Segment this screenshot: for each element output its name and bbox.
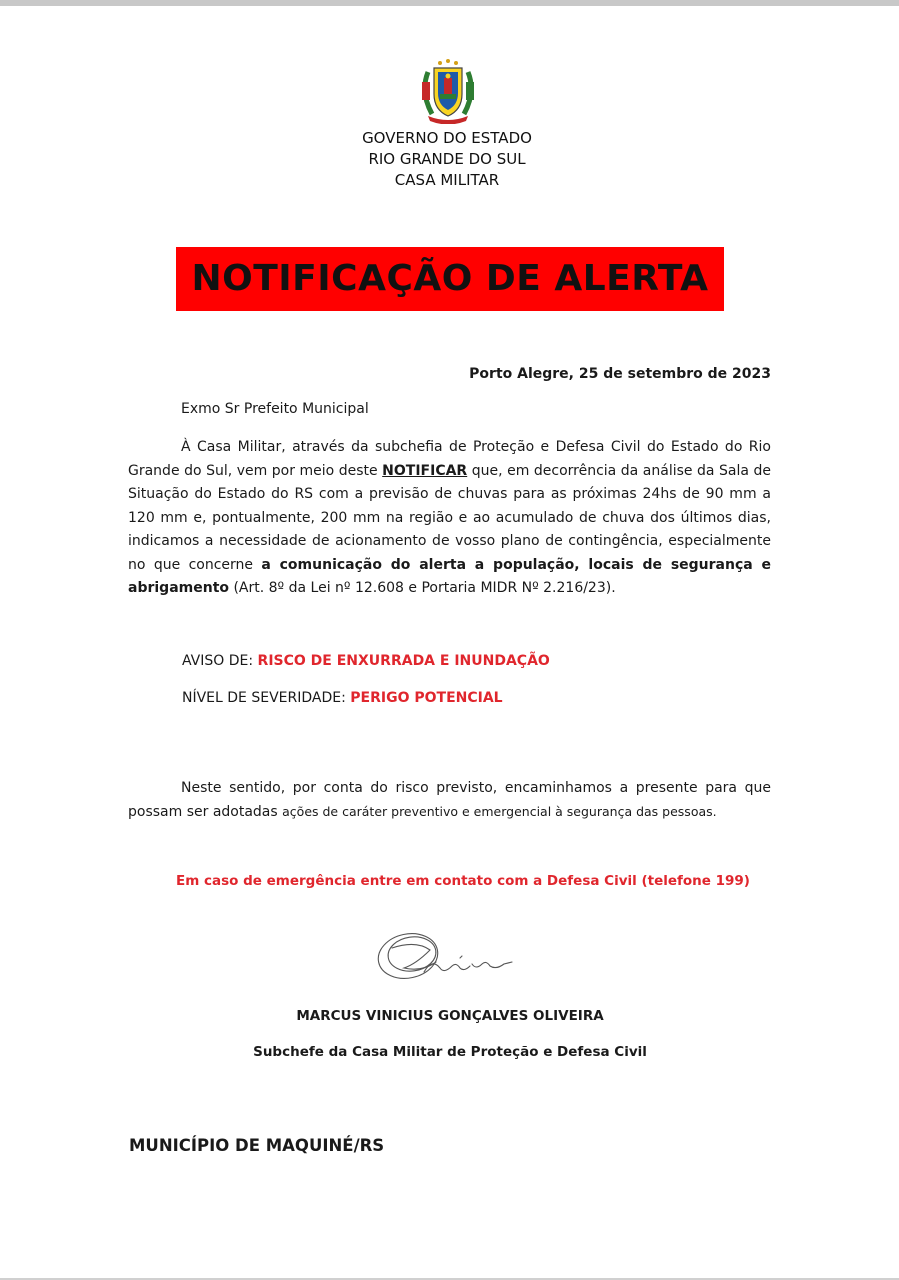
body-bold-text: a comunicação do alerta a população, locais de segurança e abrigamento — [128, 556, 771, 596]
document-date: Porto Alegre, 25 de setembro de 2023 — [469, 366, 771, 382]
body-text-1: À Casa Militar, através da subchefia de Proteção e Defesa Civil do Estado do Rio Grande do Sul, vem por meio deste — [128, 439, 771, 479]
warning-type-label: AVISO DE: — [182, 653, 258, 669]
notificar-emphasis: NOTIFICAR — [382, 462, 468, 479]
severity-value: PERIGO POTENCIAL — [350, 690, 503, 706]
signature-image — [364, 912, 544, 992]
severity-level — [182, 690, 503, 706]
notification-body — [128, 436, 771, 601]
alert-title-banner — [176, 247, 724, 311]
emergency-contact-note: Em caso de emergência entre em contato com a Defesa Civil (telefone 199) — [176, 873, 750, 889]
warning-type-value: RISCO DE ENXURRADA E INUNDAÇÃO — [257, 653, 550, 669]
closing-paragraph — [128, 776, 771, 824]
recipient-municipality: MUNICÍPIO DE MAQUINÉ/RS — [129, 1136, 385, 1155]
header-line-3: CASA MILITAR — [394, 171, 500, 189]
closing-text-2: ações de caráter preventivo e emergencial à segurança das pessoas. — [282, 804, 717, 819]
header-line-1: GOVERNO DO ESTADO — [362, 129, 532, 147]
warning-type — [182, 653, 550, 669]
top-border — [0, 0, 899, 6]
signer-role: Subchefe da Casa Militar de Proteção e Defesa Civil — [253, 1044, 647, 1060]
coat-of-arms-icon — [418, 58, 478, 124]
salutation: Exmo Sr Prefeito Municipal — [181, 401, 369, 417]
severity-label: NÍVEL DE SEVERIDADE: — [182, 690, 351, 706]
header-line-2: RIO GRANDE DO SUL — [368, 150, 526, 168]
government-header — [250, 128, 644, 191]
body-text-3: (Art. 8º da Lei nº 12.608 e Portaria MIDR Nº 2.216/23). — [229, 580, 616, 596]
closing-text-1: Neste sentido, por conta do risco previsto, encaminhamos a presente para que possam ser adotadas — [128, 780, 771, 820]
alert-title: NOTIFICAÇÃO DE ALERTA — [191, 258, 709, 299]
signer-name: MARCUS VINICIUS GONÇALVES OLIVEIRA — [296, 1008, 604, 1024]
body-text-2: que, em decorrência da análise da Sala de Situação do Estado do RS com a previsão de chuvas para as próximas 24hs de 90 mm a 120 mm e, pontualmente, 200 mm na região e ao acumulado de chuva dos últimos dias, indicamos a necessidade de acionamento de vosso plano de contingência, especialmente no que concerne — [128, 462, 771, 573]
